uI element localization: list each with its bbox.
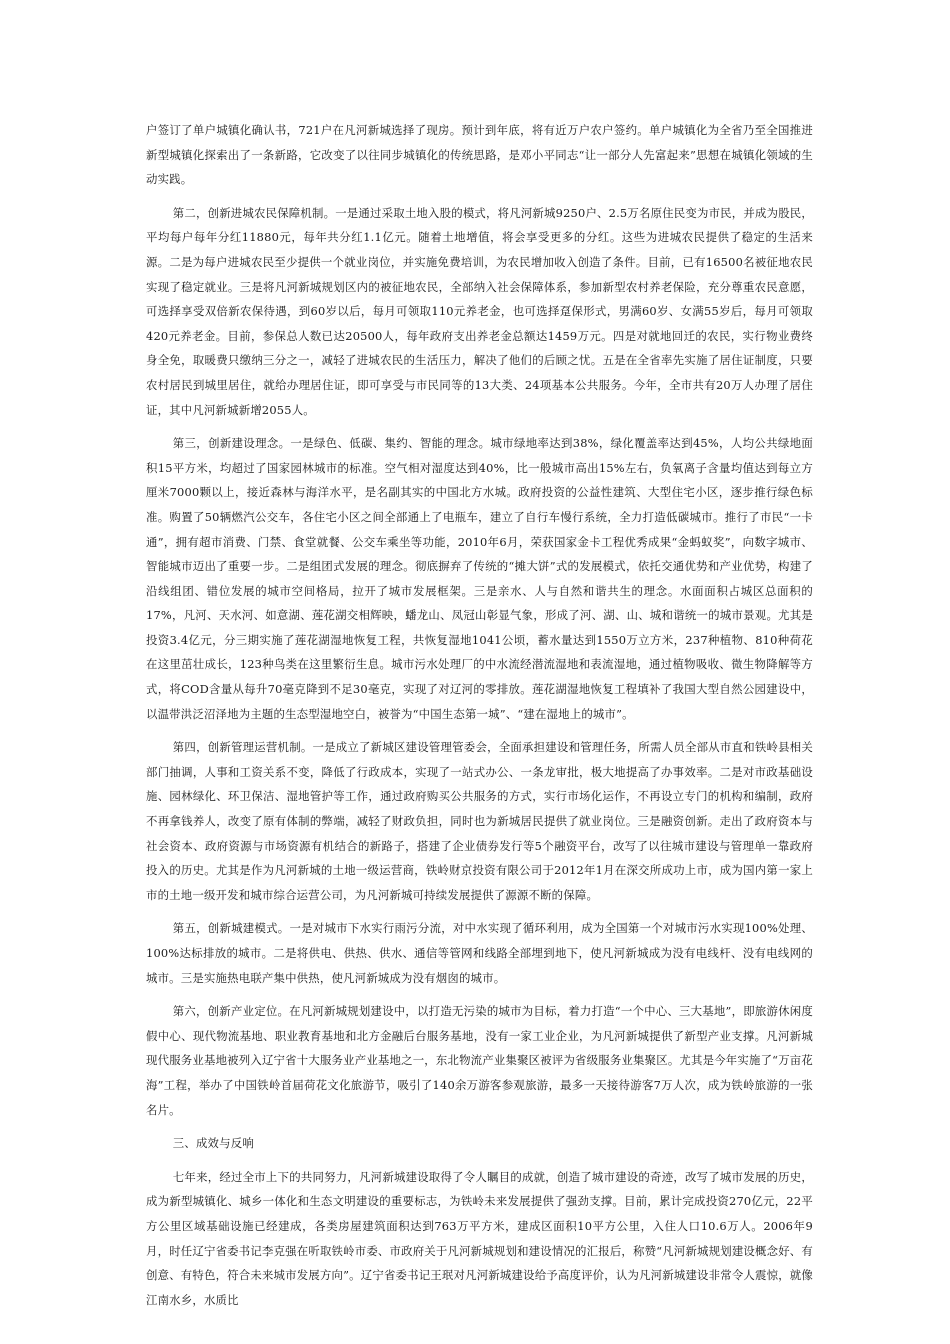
paragraph-second-innovation: 第二，创新进城农民保障机制。一是通过采取土地入股的模式，将凡河新城9250户、2.5万名原住民变为市民，并成为股民，平均每户每年分红11880元，每年共分红1.1亿元。随着土地增值，将会享受更多的分红。这些为进城农民提供了稳定的生活来源。二是为每户进城农民至少提供一个就业岗位，并实施免费培训，为农民增加收入创造了条件。目前，已有16500名被征地农民实现了稳定就业。三是将凡河新城规划区内的被征地农民，全部纳入社会保障体系，参加新型农村养老保险，充分尊重农民意愿，可选择享受双倍新农保待遇，到60岁以后，每月可领取110元养老金，也可选择趸保形式，男满60岁、女满55岁后，每月可领取420元养老金。目前，参保总人数已达20500人，每年政府支出养老金总额达1459万元。四是对就地回迁的农民，实行物业费终身全免，取暖费只缴纳三分之一，减轻了进城农民的生活压力，解决了他们的后顾之忧。五是在全省率先实施了居住证制度，只要农村居民到城里居住，就给办理居住证，即可享受与市民同等的13大类、24项基本公共服务。今年，全市共有20万人办理了居住证，其中凡河新城新增2055人。 (146, 205, 813, 417)
section-heading: 三、成效与反响 (172, 1136, 254, 1151)
paragraph-results: 七年来，经过全市上下的共同努力，凡河新城建设取得了令人瞩目的成就，创造了城市建设的奇迹，改写了城市发展的历史，成为新型城镇化、城乡一体化和生态文明建设的重要标志，为铁岭未来发展提供了强劲支撑。目前，累计完成投资270亿元，22平方公里区域基础设施已经建成，各类房屋建筑面积达到763万平方米，建成区面积10平方公里，入住人口10.6万人。2006年9月，时任辽宁省委书记李克强在听取铁岭市委、市政府关于凡河新城规划和建设情况的汇报后，称赞“凡河新城规划建设概念好、有创意、有特色，符合未来城市发展方向”。辽宁省委书记王珉对凡河新城建设给予高度评价，认为凡河新城建设非常令人震惊，就像江南水乡，水质比 (146, 1169, 813, 1307)
paragraph-fifth-innovation: 第五，创新城建模式。一是对城市下水实行雨污分流，对中水实现了循环利用，成为全国第一个对城市污水实现100%处理、100%达标排放的城市。二是将供电、供热、供水、通信等管网和线路全部埋到地下，使凡河新城成为没有电线杆、没有电线网的城市。三是实施热电联产集中供热，使凡河新城成为没有烟囱的城市。 (146, 921, 813, 985)
paragraph-fourth-innovation: 第四，创新管理运营机制。一是成立了新城区建设管理管委会，全面承担建设和管理任务，所需人员全部从市直和铁岭县相关部门抽调，人事和工资关系不变，降低了行政成本，实现了一站式办公、一条龙审批，极大地提高了办事效率。二是对市政基础设施、园林绿化、环卫保洁、湿地管护等工作，通过政府购买公共服务的方式，实行市场化运作，不再设立专门的机构和编制，政府不再拿钱养人，改变了原有体制的弊端，减轻了财政负担，同时也为新城居民提供了就业岗位。三是融资创新。走出了政府资本与社会资本、政府资源与市场资源有机结合的新路子，搭建了企业债券发行等5个融资平台，改写了以往城市建设与管理单一靠政府投入的历史。尤其是作为凡河新城的土地一级运营商，铁岭财京投资有限公司于2012年1月在深交所成功上市，成为国内第一家上市的土地一级开发和城市综合运营公司，为凡河新城可持续发展提供了源源不断的保障。 (146, 740, 813, 902)
paragraph-sixth-innovation: 第六，创新产业定位。在凡河新城规划建设中，以打造无污染的城市为目标，着力打造“一个中心、三大基地”，即旅游休闲度假中心、现代物流基地、职业教育基地和北方金融后台服务基地，没有一家工业企业，为凡河新城提供了新型产业支撑。凡河新城现代服务业基地被列入辽宁省十大服务业产业基地之一，东北物流产业集聚区被评为省级服务业集聚区。尤其是今年实施了“万亩花海”工程，举办了中国铁岭首届荷花文化旅游节，吸引了140余万游客参观旅游，最多一天接待游客7万人次，成为铁岭旅游的一张名片。 (146, 1004, 813, 1117)
paragraph-continuation: 户签订了单户城镇化确认书，721户在凡河新城选择了现房。预计到年底，将有近万户农户签约。单户城镇化为全省乃至全国推进新型城镇化探索出了一条新路，它改变了以往同步城镇化的传统思路，是邓小平同志“让一部分人先富起来”思想在城镇化领域的生动实践。 (146, 123, 813, 187)
paragraph-third-innovation: 第三，创新建设理念。一是绿色、低碳、集约、智能的理念。城市绿地率达到38%，绿化覆盖率达到45%，人均公共绿地面积15平方米，均超过了国家园林城市的标准。空气相对湿度达到40%，比一般城市高出15%左右，负氧离子含量均值达到每立方厘米7000颗以上，接近森林与海洋水平，是名副其实的中国北方水城。政府投资的公益性建筑、大型住宅小区，逐步推行绿色标准。购置了50辆燃汽公交车，各住宅小区之间全部通上了电瓶车，建立了自行车慢行系统，全力打造低碳城市。推行了市民“一卡通”，拥有超市消费、门禁、食堂就餐、公交车乘坐等功能，2010年6月，荣获国家金卡工程优秀成果“金蚂蚁奖”，向数字城市、智能城市迈出了重要一步。二是组团式发展的理念。彻底摒弃了传统的“摊大饼”式的发展模式，依托交通优势和产业优势，构建了沿线组团、错位发展的城市空间格局，拉开了城市发展框架。三是亲水、人与自然和谐共生的理念。水面面积占城区总面积的17%，凡河、天水河、如意湖、莲花湖交相辉映，蟠龙山、凤冠山彰显气象，形成了河、湖、山、城和谐统一的城市景观。尤其是投资3.4亿元，分三期实施了莲花湖湿地恢复工程，共恢复湿地1041公顷，蓄水量达到1550万立方米，237种植物、810种荷花在这里茁壮成长，123种鸟类在这里繁衍生息。城市污水处理厂的中水流经潜流湿地和表流湿地，通过植物吸收、微生物降解等方式，将COD含量从每升70毫克降到不足30毫克，实现了对辽河的零排放。莲花湖湿地恢复工程填补了我国大型自然公园建设中，以温带洪泛沼泽地为主题的生态型湿地空白，被誉为“中国生态第一城”、“建在湿地上的城市”。 (146, 436, 813, 721)
document-body (146, 118, 813, 1321)
